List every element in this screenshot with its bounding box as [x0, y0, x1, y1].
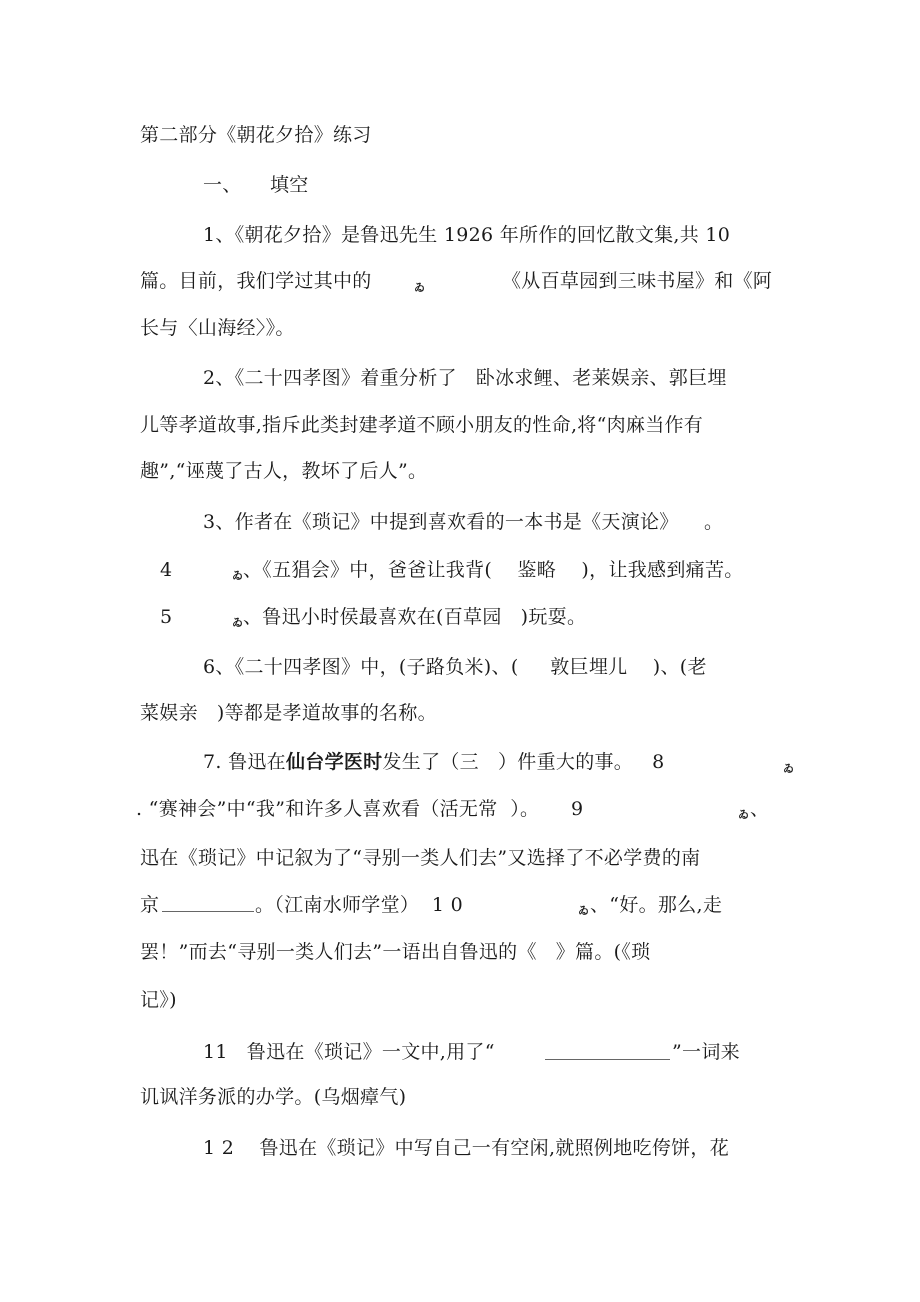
- answer-blank: [545, 1043, 670, 1060]
- question-4-number: 4: [160, 559, 173, 581]
- section-heading-number: 一、: [203, 174, 242, 196]
- answer-blank: [162, 895, 254, 912]
- question-10-line-1: 、“好。那么,走: [590, 894, 723, 916]
- question-7-line-1: [203, 750, 665, 774]
- question-11-line-1b: ”一词来: [672, 1041, 740, 1063]
- question-5-line-1: 、鲁迅小时侯最喜欢在(百草园 )玩耍。: [243, 606, 587, 628]
- question-7-text-b: 发生了（三 ）件重大的事。 8: [382, 751, 665, 773]
- question-1-line-1: 1、《朝花夕拾》是鲁迅先生 1926 年所作的回忆散文集,共 10: [203, 224, 731, 246]
- question-11-line-2: 讥讽洋务派的办学。(乌烟瘴气): [140, 1086, 407, 1108]
- question-7-text-a: 7. 鲁迅在: [203, 751, 286, 773]
- stray-mark-icon: ゐ: [414, 281, 426, 294]
- question-10-line-2: 罢！”而去“寻别一类人们去”一语出自鲁迅的《 》篇。(《琐: [140, 941, 651, 963]
- section-heading-label: 填空: [270, 174, 309, 196]
- question-2-line-2: 儿等孝道故事,指斥此类封建孝道不顾小朋友的性命,将“肉麻当作有: [140, 414, 704, 436]
- stray-mark-icon: ゐ: [578, 904, 590, 917]
- question-3-line-1: 3、作者在《琐记》中提到喜欢看的一本书是《天演论》 。: [203, 511, 724, 533]
- stray-mark-icon: ゐ: [738, 808, 750, 821]
- question-1-line-2a: 篇。目前，我们学过其中的: [140, 270, 372, 292]
- question-6-line-1: 6、《二十四孝图》中，(子路负米)、( 敦巨埋儿 )、(老: [203, 656, 707, 678]
- question-7-bold-text: 仙台学医时: [285, 751, 383, 773]
- question-9-line-2: 迅在《琐记》中记叙为了“寻别一类人们去”又选择了不必学费的南: [140, 847, 701, 869]
- question-2-line-3: 趣”,“诬蔑了古人，教坏了后人”。: [140, 460, 428, 482]
- question-2-line-1: 2、《二十四孝图》着重分析了 卧冰求鲤、老莱娱亲、郭巨埋: [203, 367, 727, 389]
- stray-mark-icon: ゐ: [232, 616, 244, 629]
- question-10-line-3: 记》): [140, 989, 177, 1011]
- question-1-line-2b: 《从百草园到三味书屋》和《阿: [502, 270, 773, 292]
- question-4-line-1: 、《五猖会》中，爸爸让我背( 鉴略 )，让我感到痛苦。: [243, 559, 744, 581]
- question-5-number: 5: [160, 606, 173, 628]
- question-6-line-2: 菜娱亲 )等都是孝道故事的名称。: [140, 702, 437, 724]
- stray-mark-icon: ゐ: [783, 762, 795, 775]
- question-1-line-3: 长与〈山海经〉》。: [140, 317, 295, 339]
- question-11-line-1a: 11 鲁迅在《琐记》一文中,用了“: [203, 1041, 495, 1063]
- question-12-line-1: 1 2 鲁迅在《琐记》中写自己一有空闲,就照例地吃侉饼，花: [203, 1137, 730, 1159]
- question-8-line-1: . “赛神会”中“我”和许多人喜欢看（活无常 ）。 9: [136, 798, 584, 820]
- question-9-line-3a: 京: [140, 894, 160, 916]
- document-title: 第二部分《朝花夕拾》练习: [140, 124, 372, 146]
- stray-mark-icon: ゐ: [232, 569, 244, 582]
- question-9-separator: 、: [750, 798, 770, 820]
- question-9-line-3b: 。（江南水师学堂） 1 0: [255, 894, 463, 916]
